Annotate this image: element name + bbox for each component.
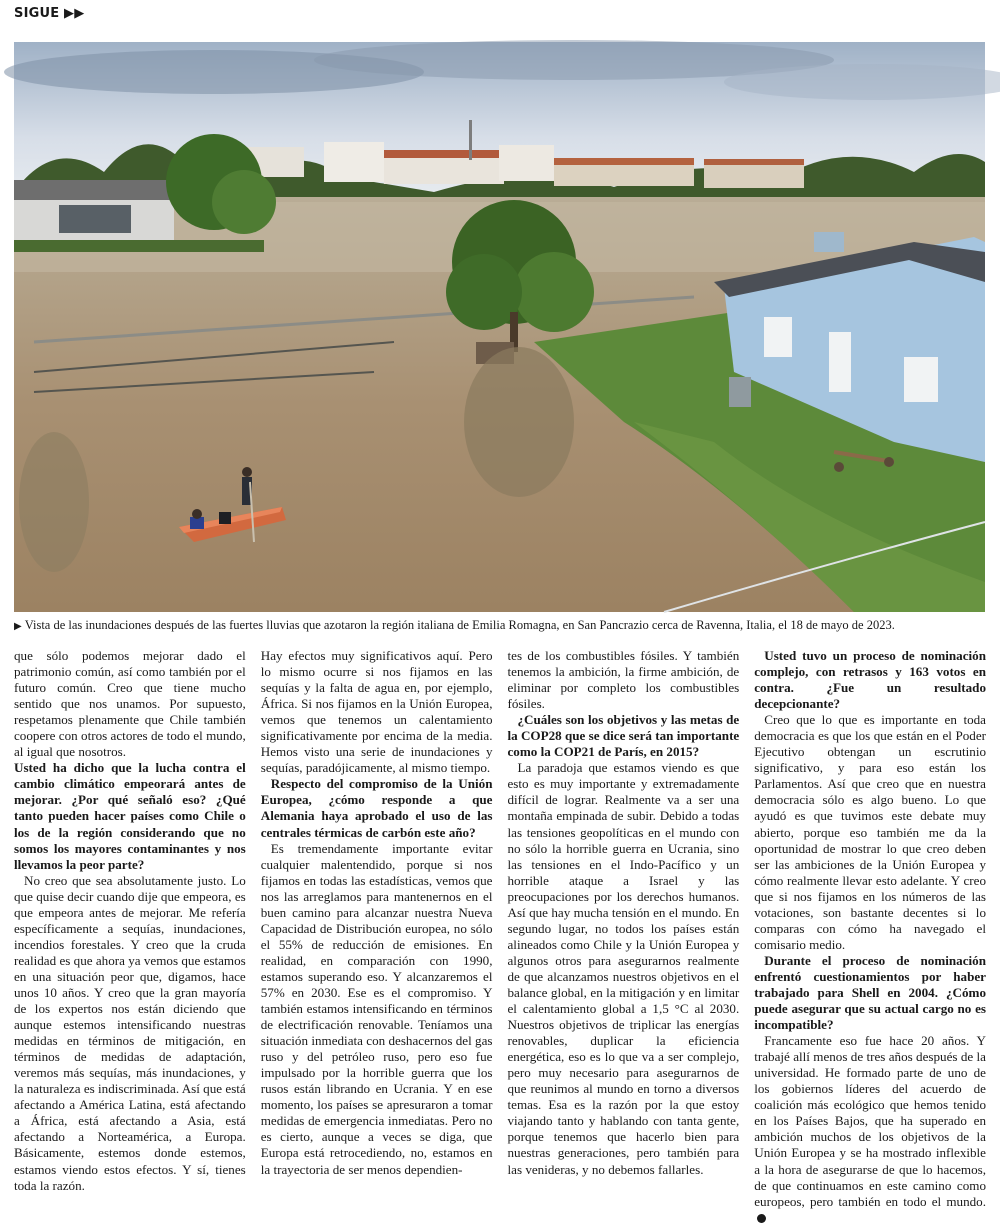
answer-paragraph: La paradoja que estamos viendo es que esto es muy importante y extremadamente difícil de lograr. Realmente va a ser una montaña empinada de subir. Debido a todas las tensiones geopolíticas en el mundo con no sólo la horrible guerra en Ucrania, sino las tensiones en el Indo-Pacífico y un horrible ataque a Israel y las preocupaciones por los derechos humanos. Así que hay mucha tensión en el mundo. En segundo lugar, no todos los países están alineados como Chile y la Unión Europea y algunos otros para asegurarnos realmente de que alcanzamos nuestros objetivos en el balance global, en la mitigación y en limitar el calentamiento global a 1,5 °C al 2030. Nuestros objetivos de triplicar las energías renovables, duplicar la eficiencia energética, eso es lo que va a ser complejo, pero muy necesario para asegurarnos de que reunimos al mundo en torno a diversos temas. Esa es la razón por la que estoy viajando tanto y hablando con tanta gente, porque tenemos que hacerlo bien para nuestras generaciones, pero también para las venideras, y no debemos fallarles. bbox=[507, 760, 740, 1177]
final-answer-text: Francamente eso fue hace 20 años. Y trabajé allí menos de tres años después de la universidad. He formado parte de uno de los gobiernos líderes del acuerdo de coalición más ecológico que hemos tenido en los Países Bajos, que ha superado en ambición muchos de los objetivos de la Unión Europea y se ha mostrado inflexible a la hora de asegurarse de que lo hacemos, de que continuamos en este camino como europeos, pero también en todo el mundo. bbox=[754, 1033, 986, 1209]
article-column-1 bbox=[14, 648, 246, 1193]
interview-question: Durante el proceso de nominación enfrentó cuestionamientos por haber trabajado para Shell en 2004. ¿Cómo puede asegurar que su actual cargo no es incompatible? bbox=[754, 952, 986, 1033]
caption-arrow-icon: ▶ bbox=[14, 621, 22, 632]
answer-paragraph: Creo que lo que es importante en toda democracia es que los que están en el Poder Ejecutivo obtengan un escrutinio significativo, y para eso están los Parlamentos. Así que creo que en nuestra democracia sólo es algo bueno. Lo que ayudó es que tuvimos este debate muy abierto, porque eso también me da la oportunidad de mostrar lo que creo deben ser las ambiciones de la Unión Europea y cómo realmente llevar esto adelante. Y creo que si nos fijamos en los números de las votaciones, son bastante decentes si lo comparas con cómo ha navegado el comisario medio. bbox=[754, 712, 986, 952]
answer-paragraph: tes de los combustibles fósiles. Y también tenemos la ambición, la firme ambición, de eliminar por completo los combustibles fósiles. bbox=[507, 648, 740, 712]
article-column-3 bbox=[508, 648, 740, 1188]
flood-photo-illustration bbox=[14, 42, 985, 612]
answer-paragraph: No creo que sea absolutamente justo. Lo que quise decir cuando dije que empeora, es que empeora antes de mejorar. Me refería específicamente a sequías, inundaciones, incendios forestales. Y creo que la cruda realidad es que ahora ya vemos que estamos en una situación peor que, digamos, hace unos 10 años. Y creo que la gran mayoría de los expertos nos están diciendo que aunque estemos intensificando nuestras medidas en términos de mitigación, en términos de medidas de adaptación, veremos más sequías, más inundaciones, y la naturaleza es indiscriminada. Así que está afectando a América Latina, está afectando a África, está afectando a Asia, está afectando a Norteamérica, a Europa. Básicamente, estemos donde estemos, estamos viendo estos efectos. Y sí, tienes toda la razón. bbox=[14, 872, 246, 1193]
interview-question: Usted ha dicho que la lucha contra el cambio climático empeorará antes de mejorar. ¿Por qué señaló eso? ¿Qué tanto pueden hacer países como Chile o los de la región considerando que no somos los mayores contaminantes y nos llevamos la peor parte? bbox=[14, 760, 246, 872]
answer-paragraph: Es tremendamente importante evitar cualquier malentendido, porque si nos fijamos en todas las estadísticas, vemos que nos las arreglamos para mantenernos en el buen camino para alcanzar nuestra Nueva Capacidad de Distribución europea, no sólo el 55% de reducción de emisiones. En realidad, en comparación con 1990, estamos superando eso. Y alcanzaremos el 57% en 2030. Ese es el compromiso. Y también estamos intensificando en términos de electrificación renovable. Teníamos una situación inmediata con deshacernos del gas ruso y del petróleo ruso, pero eso fue impulsado por la horrible guerra que los rusos están librando en Ucrania. Y en ese momento, los países se apresuraron a tomar medidas de emergencia inmediatas. Pero no es cierto, aunque a veces se diga, que Europa está retrocediendo, no, estamos en la trayectoria de ser menos dependien- bbox=[260, 840, 493, 1177]
flood-photo bbox=[14, 42, 985, 612]
photo-caption bbox=[14, 617, 985, 635]
end-of-article-icon bbox=[757, 1214, 766, 1223]
interview-question: Usted tuvo un proceso de nominación complejo, con retrasos y 163 votos en contra. ¿Fue un resultado decepcionante? bbox=[754, 648, 986, 712]
article-column-4 bbox=[754, 648, 986, 1209]
caption-text: Vista de las inundaciones después de las fuertes lluvias que azotaron la región italiana de Emilia Romagna, en San Pancrazio cerca de Ravenna, Italia, el 18 de mayo de 2023. bbox=[24, 618, 895, 632]
article-column-2 bbox=[261, 648, 493, 1188]
interview-question: Respecto del compromiso de la Unión Europea, ¿cómo responde a que Alemania haya aprobado el uso de las centrales térmicas de carbón este año? bbox=[260, 776, 493, 840]
answer-paragraph: que sólo podemos mejorar dado el patrimonio común, así como también por el futuro común. Creo que tiene mucho sentido que nos unamos. Por supuesto, respetamos plenamente que Chile también coopere con otros actores de todo el mundo, al igual que nosotros. bbox=[14, 648, 246, 760]
answer-paragraph: Hay efectos muy significativos aquí. Pero lo mismo ocurre si nos fijamos en las sequías y la falta de agua en, por ejemplo, África. Si nos fijamos en la Unión Europea, vemos que tenemos un calentamiento significativamente por encima de la media. Hemos visto una serie de inundaciones y sequías, paradójicamente, al mismo tiempo. bbox=[260, 648, 493, 776]
section-kicker: SIGUE ▶▶ bbox=[14, 6, 85, 21]
article-columns bbox=[14, 648, 986, 1209]
answer-paragraph bbox=[754, 1033, 986, 1226]
interview-question: ¿Cuáles son los objetivos y las metas de la COP28 que se dice será tan importante como la COP21 de París, en 2015? bbox=[507, 712, 740, 760]
